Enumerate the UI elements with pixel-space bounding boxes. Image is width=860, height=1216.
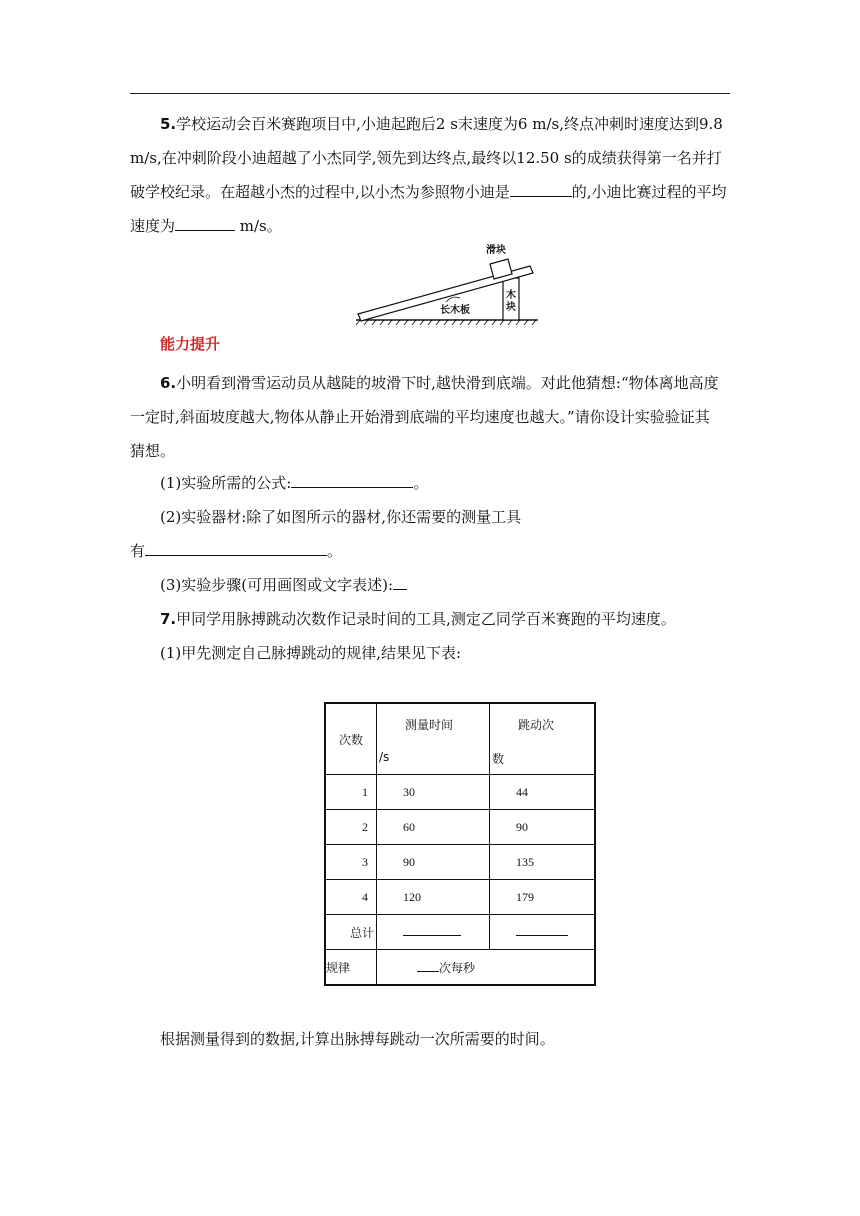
q7-line1: 甲同学用脉搏跳动次数作记录时间的工具,测定乙同学百米赛跑的平均速度。: [176, 610, 676, 628]
row-beats: 44: [490, 775, 596, 810]
q6-number: 6.: [160, 374, 177, 392]
block-label-bottom: 块: [506, 302, 516, 313]
q6-formula-blank[interactable]: [291, 473, 413, 488]
total-label: 总计: [325, 915, 377, 950]
row-beats: 179: [490, 880, 596, 915]
q7-after-text: 根据测量得到的数据,计算出脉搏每跳动一次所需要的时间。: [160, 1030, 555, 1048]
row-beats: 135: [490, 845, 596, 880]
q5-line3b: 的,小迪比赛过程的平均: [571, 183, 727, 201]
row-index: 2: [325, 810, 377, 845]
board-label: 长木板: [440, 305, 470, 316]
pulse-table: [324, 702, 596, 986]
table-row: [325, 880, 595, 915]
table-header-row: [325, 703, 595, 775]
row-index: 4: [325, 880, 377, 915]
table-row: [325, 775, 595, 810]
q7-sub1-text: (1)甲先测定自己脉搏跳动的规律,结果见下表:: [160, 644, 462, 662]
q6-sub3: [130, 568, 730, 602]
header-beats: [490, 703, 596, 775]
total-time-cell: [377, 915, 490, 950]
q6-sub2: [130, 500, 730, 568]
header-time-bottom: /s: [379, 750, 390, 764]
total-beats-cell: [490, 915, 596, 950]
board-leader: [446, 297, 460, 302]
q5-blank-2[interactable]: [175, 216, 235, 231]
row-time: 90: [377, 845, 490, 880]
slider-label: 滑块: [486, 245, 506, 256]
section-title: 能力提升: [160, 335, 221, 353]
row-time: 60: [377, 810, 490, 845]
table-total-row: [325, 915, 595, 950]
header-time-top: 测量时间: [405, 718, 454, 732]
q6-sub2-prefix: 有: [130, 542, 146, 560]
q6-sub2-text: (2)实验器材:除了如图所示的器材,你还需要的测量工具: [160, 508, 522, 526]
q6-line3: 猜想。: [130, 442, 176, 460]
rule-blank[interactable]: [417, 961, 439, 972]
q5-line4b: m/s。: [235, 217, 282, 235]
q6-tools-blank[interactable]: [145, 541, 327, 556]
q6-steps-blank[interactable]: [393, 575, 407, 590]
table-rule-row: [325, 950, 595, 986]
total-beats-blank[interactable]: [516, 925, 568, 936]
q5-line1: 学校运动会百米赛跑项目中,小迪起跑后2 s末速度为6 m/s,终点冲刺时速度达到9.8: [176, 115, 723, 133]
q6-sub1-end: 。: [413, 474, 429, 492]
rule-label: 规律: [325, 950, 377, 986]
row-index: 3: [325, 845, 377, 880]
total-time-blank[interactable]: [403, 925, 461, 936]
header-count: 次数: [325, 703, 377, 775]
header-beats-top: 跳动次: [518, 718, 555, 732]
header-time: [377, 703, 490, 775]
table-row: [325, 845, 595, 880]
header-rule: [130, 93, 730, 94]
q6-sub2-end: 。: [327, 542, 343, 560]
table-row: [325, 810, 595, 845]
rule-text: 次每秒: [439, 960, 476, 975]
q5-line4a: 速度为: [130, 217, 176, 235]
q6-sub1: [130, 466, 730, 500]
question-6: [130, 366, 730, 468]
q7-sub1: [130, 636, 730, 670]
q6-sub3-text: (3)实验步骤(可用画图或文字表述):: [160, 576, 394, 594]
block-label-top: 木: [506, 290, 516, 301]
header-beats-bottom: 数: [492, 752, 505, 766]
q6-line2: 一定时,斜面坡度越大,物体从静止开始滑到底端的平均速度也越大。”请你设计实验验证其: [130, 408, 710, 426]
row-beats: 90: [490, 810, 596, 845]
row-index: 1: [325, 775, 377, 810]
incline-figure: [352, 240, 542, 328]
q7-after: [130, 1022, 730, 1056]
q7-number: 7.: [160, 610, 177, 628]
q6-sub1-text: (1)实验所需的公式:: [160, 474, 292, 492]
question-7: [130, 602, 730, 636]
q5-number: 5.: [160, 115, 177, 133]
q5-blank-1[interactable]: [510, 182, 572, 197]
q5-line2: m/s,在冲刺阶段小迪超越了小杰同学,领先到达终点,最终以12.50 s的成绩获得第一名并打: [130, 149, 722, 167]
row-time: 120: [377, 880, 490, 915]
question-5: [130, 107, 730, 243]
q6-line1: 小明看到滑雪运动员从越陡的坡滑下时,越快滑到底端。对此他猜想:“物体离地高度: [176, 374, 719, 392]
q5-line3a: 破学校纪录。在超越小杰的过程中,以小杰为参照物小迪是: [130, 183, 510, 201]
rule-cell: [377, 950, 596, 986]
row-time: 30: [377, 775, 490, 810]
